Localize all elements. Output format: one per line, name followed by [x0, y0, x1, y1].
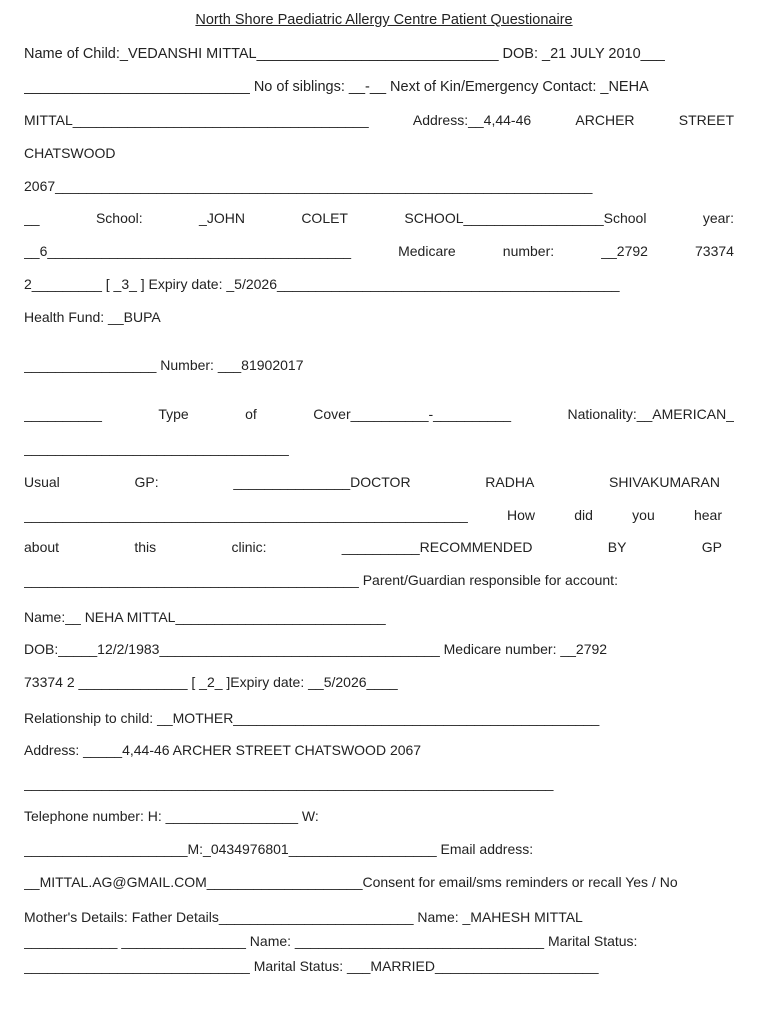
form-word: STREET	[678, 112, 734, 128]
form-word: Usual	[24, 474, 60, 490]
form-word: __6_______________________________________	[24, 243, 352, 259]
form-word: 73374	[695, 243, 734, 259]
form-line-about-clinic	[24, 538, 722, 556]
form-word: MITTAL______________________________________	[24, 112, 369, 128]
form-word: Address:__4,44-46	[412, 112, 532, 128]
form-line-email: __MITTAL.AG@GMAIL.COM____________________Consent for email/sms reminders or recall Yes / No	[24, 874, 678, 890]
form-line-guardian-name: Name:__ NEHA MITTAL___________________________	[24, 609, 386, 625]
form-word: RADHA	[485, 474, 535, 490]
form-word: Cover__________-__________	[313, 406, 512, 422]
form-line-child-name: Name of Child:_VEDANSHI MITTAL______________________________ DOB: _21 JULY 2010___	[24, 46, 665, 62]
form-word: __	[24, 210, 40, 226]
form-line-school	[24, 209, 734, 227]
form-line-health-fund: Health Fund: __BUPA	[24, 309, 161, 325]
form-word: this	[134, 539, 157, 555]
form-word: GP:	[134, 474, 159, 490]
form-word: COLET	[301, 210, 348, 226]
form-word: __________	[24, 406, 102, 422]
form-word: _______________DOCTOR	[233, 474, 411, 490]
form-line-school-year	[24, 242, 734, 260]
form-line-marital-status: _____________________________ Marital Status: ___MARRIED_____________________	[24, 958, 599, 974]
form-word: clinic:	[231, 539, 267, 555]
form-word: Type	[158, 406, 189, 422]
form-word: SHIVAKUMARAN	[609, 474, 720, 490]
form-line-medicare-expiry: 2_________ [ _3_ ] Expiry date: _5/2026____________________________________________	[24, 276, 620, 292]
form-word: SCHOOL__________________School	[404, 210, 647, 226]
form-line-telephone: Telephone number: H: _________________ W:	[24, 808, 319, 824]
form-word: number:	[502, 243, 555, 259]
form-word: GP	[701, 539, 722, 555]
form-word: Medicare	[398, 243, 456, 259]
form-line-guardian: ___________________________________________ Parent/Guardian responsible for account:	[24, 572, 618, 588]
form-line-blank: ____________________________________________________________________	[24, 775, 554, 791]
form-line-gp	[24, 473, 720, 491]
form-line-parents: Mother's Details: Father Details_________________________ Name: _MAHESH MITTAL	[24, 909, 583, 925]
form-line-guardian-address: Address: _____4,44-46 ARCHER STREET CHATSWOOD 2067	[24, 742, 422, 758]
form-word: ARCHER	[575, 112, 635, 128]
form-word: BY	[607, 539, 627, 555]
form-line-suburb: CHATSWOOD	[24, 145, 116, 161]
form-word: Nationality:__AMERICAN_	[567, 406, 734, 422]
form-line-marital: ____________ ________________ Name: ________________________________ Marital Status:	[24, 933, 638, 949]
form-line-postcode: 2067_____________________________________________________________________	[24, 178, 593, 194]
form-word: about	[24, 539, 60, 555]
form-line-hear	[24, 506, 722, 524]
form-word: How	[507, 507, 536, 523]
form-line-address	[24, 111, 734, 129]
form-word: year:	[702, 210, 734, 226]
form-line-guardian-dob: DOB:_____12/2/1983____________________________________ Medicare number: __2792	[24, 641, 608, 657]
form-line-cover	[24, 405, 734, 423]
form-line-guardian-expiry: 73374 2 ______________ [ _2_ ]Expiry date: __5/2026____	[24, 674, 398, 690]
form-line-siblings: ____________________________ No of siblings: __-__ Next of Kin/Emergency Contact: _NEHA	[24, 79, 649, 95]
form-line-blank: __________________________________	[24, 440, 289, 456]
form-word: __________RECOMMENDED	[341, 539, 533, 555]
form-word: School:	[95, 210, 143, 226]
form-word: __2792	[601, 243, 648, 259]
form-word: _JOHN	[199, 210, 245, 226]
form-word: you	[632, 507, 655, 523]
form-word: of	[245, 406, 257, 422]
form-line-fund-number: _________________ Number: ___81902017	[24, 357, 304, 373]
form-line-mobile: _____________________M:_0434976801___________________ Email address:	[24, 841, 534, 857]
form-title: North Shore Paediatric Allergy Centre Patient Questionaire	[195, 12, 573, 28]
form-word: did	[574, 507, 593, 523]
form-word: _________________________________________________________	[24, 507, 468, 523]
form-word: hear	[693, 507, 722, 523]
form-line-relationship: Relationship to child: __MOTHER_______________________________________________	[24, 710, 600, 726]
